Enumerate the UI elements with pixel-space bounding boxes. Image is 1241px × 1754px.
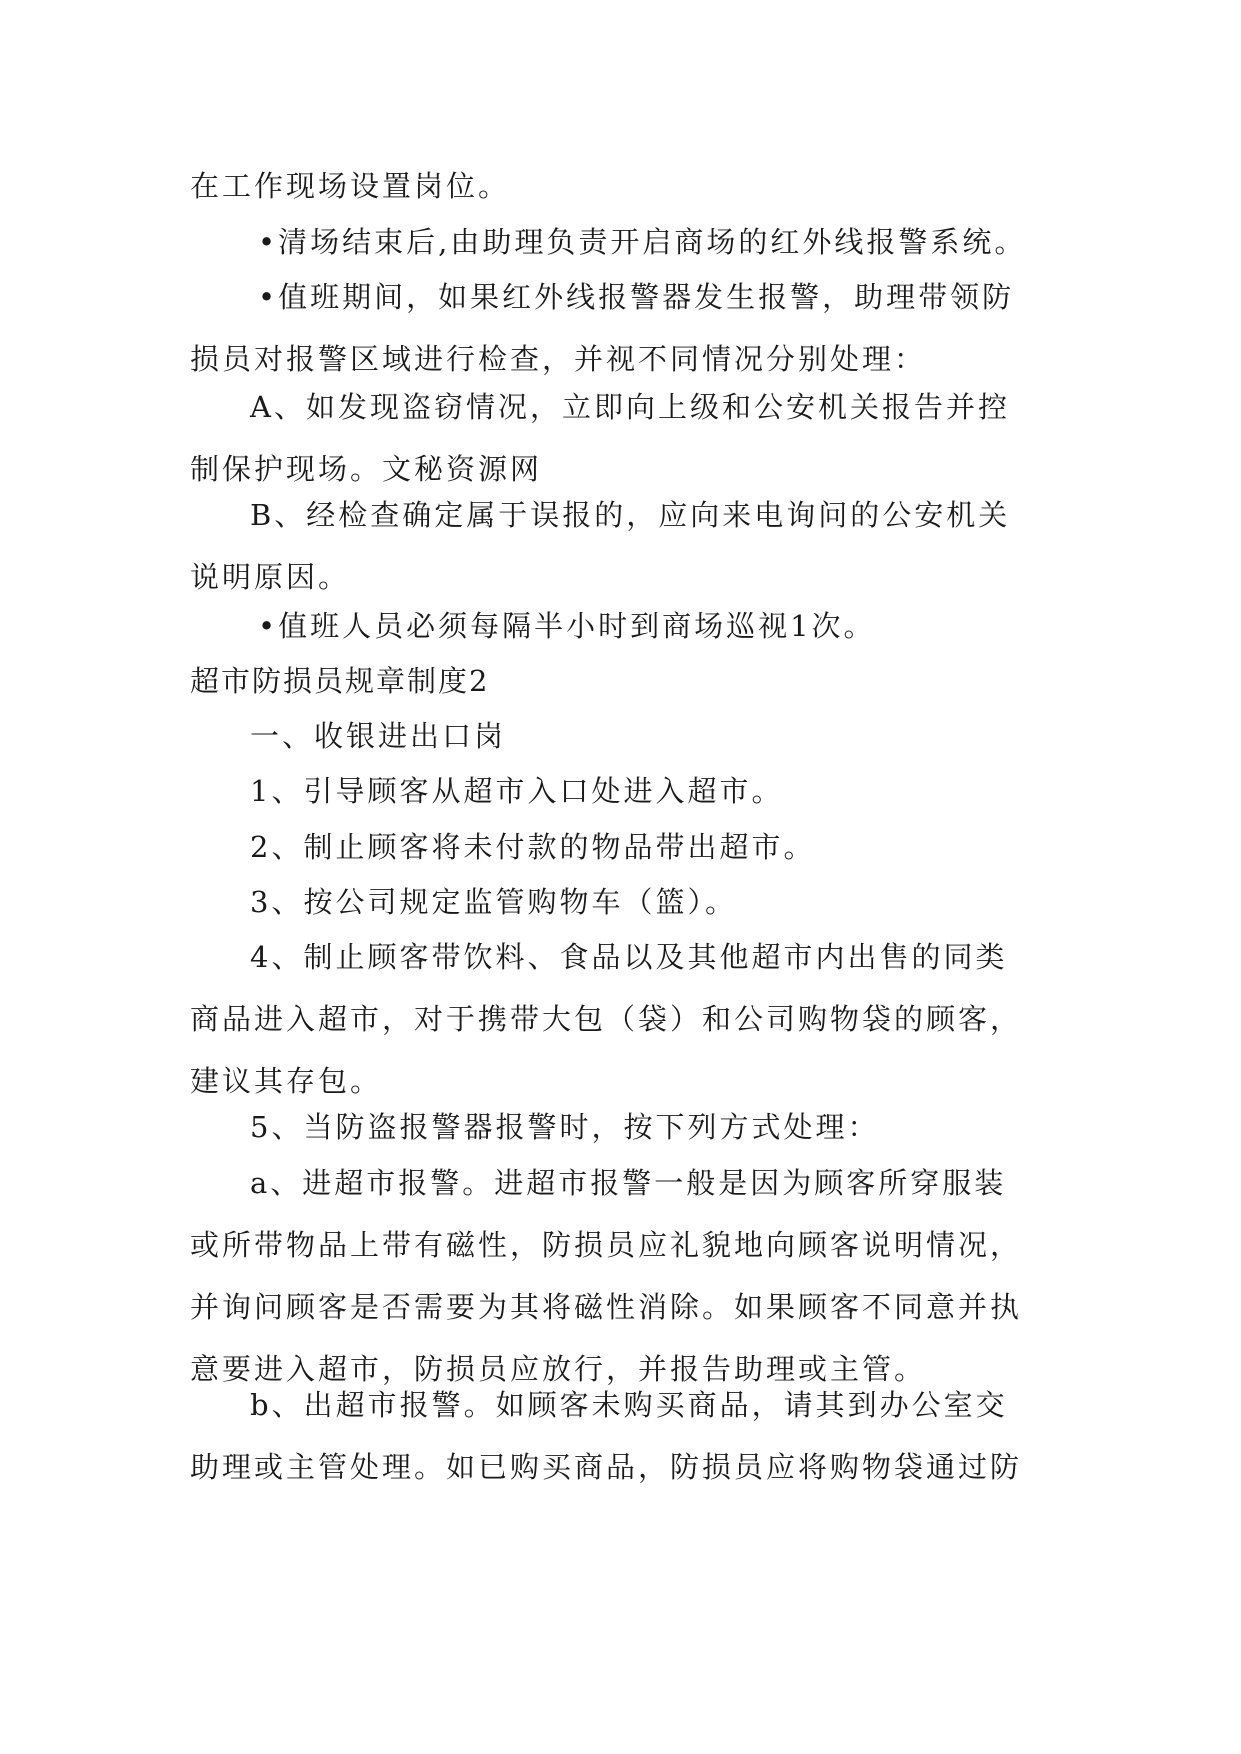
paragraph-item-5 (190, 1096, 1060, 1158)
paragraph-item-a-entry-alarm (190, 1152, 1060, 1400)
paragraph-continuation (190, 155, 1060, 217)
text-line: •值班人员必须每隔半小时到商场巡视1次。 (258, 609, 876, 643)
text-line: 3、按公司规定监管购物车（篮）。 (250, 885, 737, 919)
text-line: a、进超市报警。进超市报警一般是因为顾客所穿服装 (250, 1166, 1007, 1200)
text-line: 在工作现场设置岗位。 (190, 169, 511, 203)
paragraph-item-b-false-alarm (190, 484, 1060, 608)
subsection-title-text: 一、收银进出口岗 (250, 719, 507, 753)
paragraph-item-2 (190, 816, 1060, 878)
text-line: 并询问顾客是否需要为其将磁性消除。如果顾客不同意并执 (190, 1290, 1023, 1324)
paragraph-bullet-clearing (190, 211, 1060, 273)
section-title (190, 650, 1060, 712)
text-line: 说明原因。 (190, 560, 351, 594)
paragraph-item-b-exit-alarm (190, 1374, 1060, 1498)
text-line: 4、制止顾客带饮料、食品以及其他超市内出售的同类 (250, 940, 1008, 974)
paragraph-item-4 (190, 926, 1060, 1112)
text-line: •清场结束后,由助理负责开启商场的红外线报警系统。 (258, 225, 1027, 259)
text-line: 损员对报警区域进行检查，并视不同情况分别处理： (190, 342, 927, 376)
text-line: 助理或主管处理。如已购买商品，防损员应将购物袋通过防 (190, 1450, 1023, 1484)
text-line: 意要进入超市，防损员应放行，并报告助理或主管。 (190, 1352, 927, 1386)
section-title-text: 超市防损员规章制度2 (190, 664, 490, 698)
text-line: b、出超市报警。如顾客未购买商品，请其到办公室交 (250, 1388, 1008, 1422)
text-line: •值班期间，如果红外线报警器发生报警，助理带领防 (258, 280, 1015, 314)
text-line: B、经检查确定属于误报的，应向来电询问的公安机关 (250, 498, 1011, 532)
text-line: 5、当防盗报警器报警时，按下列方式处理： (250, 1110, 880, 1144)
text-line: 制保护现场。文秘资源网 (190, 452, 543, 486)
paragraph-bullet-patrol (190, 595, 1060, 657)
text-line: 建议其存包。 (190, 1064, 383, 1098)
paragraph-bullet-duty-alarm (190, 266, 1060, 390)
text-line: 或所带物品上带有磁性，防损员应礼貌地向顾客说明情况， (190, 1228, 1023, 1262)
text-line: A、如发现盗窃情况，立即向上级和公安机关报告并控 (250, 390, 1010, 424)
subsection-title (190, 705, 1060, 767)
paragraph-item-1 (190, 760, 1060, 822)
paragraph-item-3 (190, 871, 1060, 933)
paragraph-item-a-theft (190, 376, 1060, 500)
text-line: 2、制止顾客将未付款的物品带出超市。 (250, 830, 816, 864)
text-line: 商品进入超市，对于携带大包（袋）和公司购物袋的顾客， (190, 1002, 1023, 1036)
text-line: 1、引导顾客从超市入口处进入超市。 (250, 774, 784, 808)
